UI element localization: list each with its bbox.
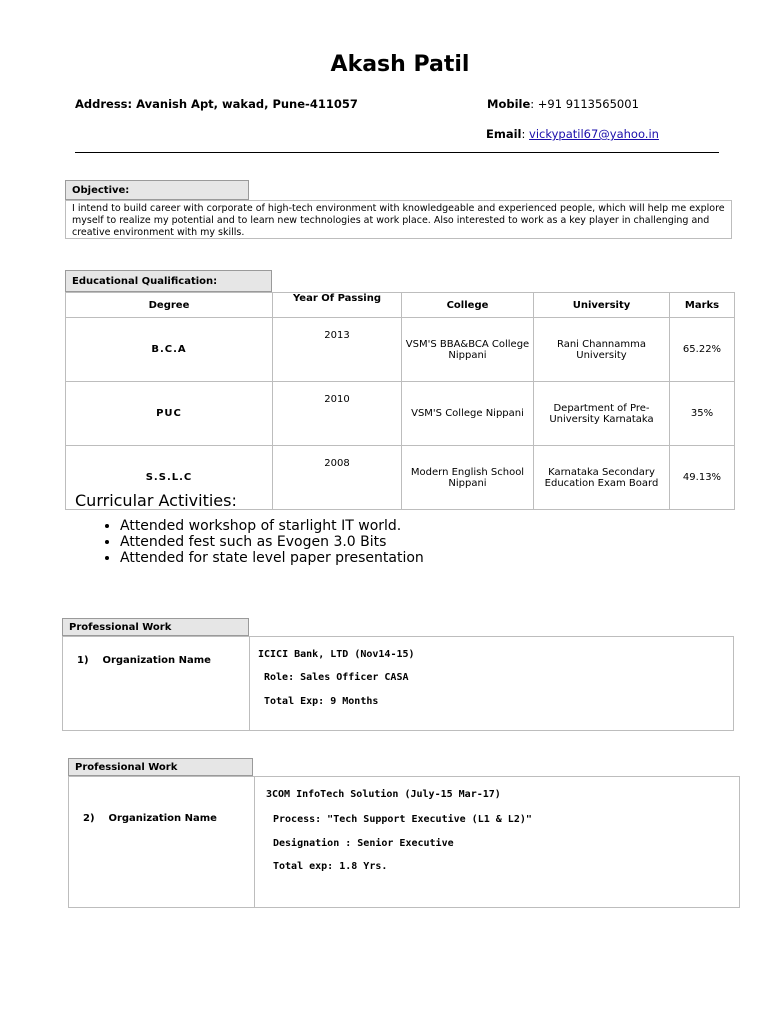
- work2-box: [68, 776, 740, 908]
- activities-heading: Curricular Activities:: [75, 491, 237, 510]
- objective-heading: Objective:: [65, 180, 249, 200]
- degree-cell: PUC: [66, 382, 273, 446]
- col-university: University: [534, 293, 670, 318]
- year-cell: 2013: [273, 318, 402, 382]
- list-item: • Attended workshop of starlight IT world.: [120, 518, 424, 534]
- address-line: [75, 97, 358, 111]
- education-table: [65, 292, 735, 510]
- email-link[interactable]: vickypatil67@yahoo.in: [529, 127, 659, 141]
- work2-company: 3COM InfoTech Solution (July-15 Mar-17): [266, 789, 501, 800]
- address-value: : Avanish Apt, wakad, Pune-411057: [127, 97, 358, 111]
- university-cell: Karnataka Secondary Education Exam Board: [534, 446, 670, 510]
- list-item: • Attended fest such as Evogen 3.0 Bits: [120, 534, 424, 550]
- header-divider: [75, 152, 719, 153]
- email-label: Email: [486, 127, 522, 141]
- col-college: College: [402, 293, 534, 318]
- education-heading: Educational Qualification:: [65, 270, 272, 292]
- work2-exp: Total exp: 1.8 Yrs.: [273, 861, 388, 872]
- work2-heading: Professional Work: [68, 758, 253, 776]
- college-cell: VSM'S College Nippani: [402, 382, 534, 446]
- activities-list: [75, 518, 424, 566]
- work1-company: ICICI Bank, LTD (Nov14-15): [258, 649, 415, 660]
- table-row: [66, 318, 735, 382]
- objective-text: I intend to build career with corporate of high-tech environment with knowledgeable and experienced people, which will help me explore myself to realize my potential and to learn new technologies at work place. Also interested to work as a key player in challenging and creative environment with my skills.: [65, 200, 732, 239]
- marks-cell: 49.13%: [670, 446, 735, 510]
- degree-cell: B.C.A: [66, 318, 273, 382]
- work2-divider: [254, 777, 255, 907]
- table-header-row: [66, 293, 735, 318]
- work1-exp: Total Exp: 9 Months: [264, 696, 379, 707]
- work2-process: Process: "Tech Support Executive (L1 & L2)": [273, 814, 532, 825]
- university-cell: Department of Pre-University Karnataka: [534, 382, 670, 446]
- work1-label: 1) Organization Name: [77, 655, 211, 666]
- candidate-name: Akash Patil: [330, 52, 470, 77]
- table-row: [66, 382, 735, 446]
- degree-cell: S.S.L.C: [66, 446, 273, 510]
- marks-cell: 35%: [670, 382, 735, 446]
- work1-heading: Professional Work: [62, 618, 249, 636]
- col-degree: Degree: [66, 293, 273, 318]
- col-year: Year Of Passing: [273, 293, 402, 318]
- college-cell: VSM'S BBA&BCA College Nippani: [402, 318, 534, 382]
- email-separator: :: [521, 127, 530, 141]
- address-label: Address: [75, 97, 128, 111]
- mobile-value: : +91 9113565001: [530, 97, 639, 111]
- marks-cell: 65.22%: [670, 318, 735, 382]
- college-cell: Modern English School Nippani: [402, 446, 534, 510]
- year-cell: 2010: [273, 382, 402, 446]
- work1-divider: [249, 637, 250, 730]
- work2-label: 2) Organization Name: [83, 813, 217, 824]
- col-marks: Marks: [670, 293, 735, 318]
- mobile-label: Mobile: [487, 97, 531, 111]
- work2-designation: Designation : Senior Executive: [273, 838, 454, 849]
- work1-role: Role: Sales Officer CASA: [264, 672, 409, 683]
- work1-box: [62, 636, 734, 731]
- year-cell: 2008: [273, 446, 402, 510]
- list-item: • Attended for state level paper presentation: [120, 550, 424, 566]
- mobile-line: [487, 97, 639, 111]
- email-line: [486, 127, 659, 141]
- university-cell: Rani Channamma University: [534, 318, 670, 382]
